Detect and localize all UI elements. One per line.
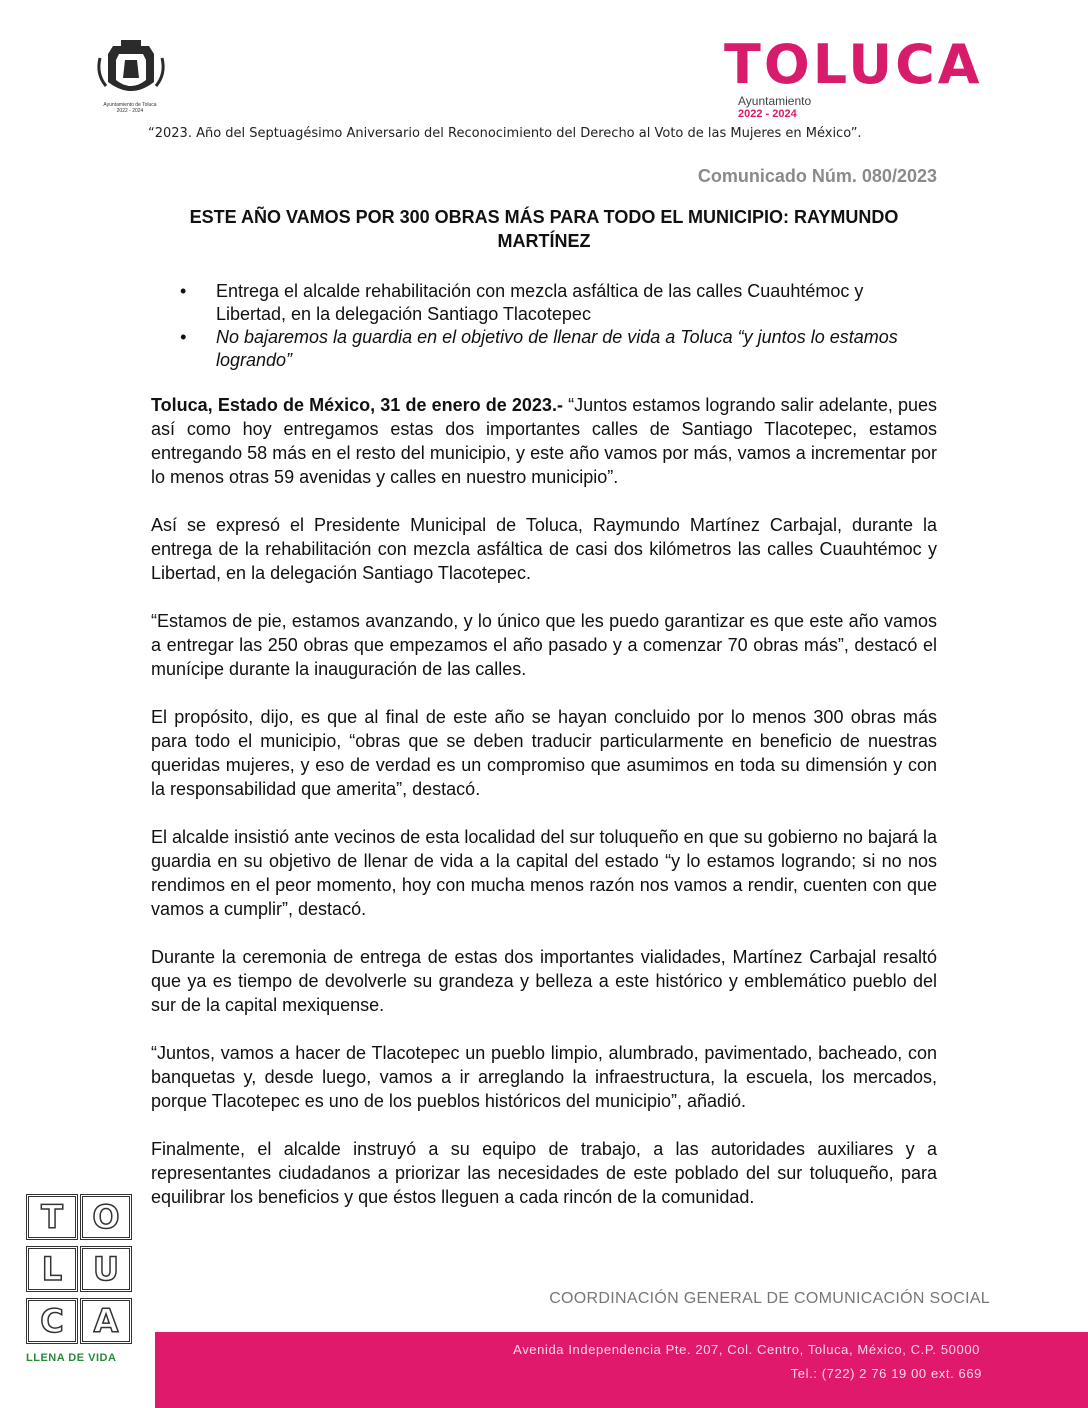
headline: ESTE AÑO VAMOS POR 300 OBRAS MÁS PARA TODO EL MUNICIPIO: RAYMUNDO MARTÍNEZ xyxy=(189,207,899,251)
brand-period: 2022 - 2024 xyxy=(738,108,797,120)
footer-address: Avenida Independencia Pte. 207, Col. Centro, Toluca, México, C.P. 50000 xyxy=(513,1342,980,1357)
brand-ayuntamiento: Ayuntamiento xyxy=(738,94,812,108)
annual-motto: “2023. Año del Septuagésimo Aniversario del Reconocimiento del Derecho al Voto de las Mujeres en México”. xyxy=(148,126,862,141)
paragraph: Así se expresó el Presidente Municipal de Toluca, Raymundo Martínez Carbajal, durante la entrega de la rehabilitación con mezcla asfáltica de casi dos kilómetros las calles Cuauhtémoc y Libertad, en la delegación Santiago Tlacotepec. xyxy=(151,515,937,583)
paragraph: “Juntos, vamos a hacer de Tlacotepec un pueblo limpio, alumbrado, pavimentado, bacheado, con banquetas y, desde luego, vamos a ir arreglando la infraestructura, la escuela, los mercados, porque Tlacotepec es uno de los pueblos históricos del municipio”, añadió. xyxy=(151,1043,937,1111)
paragraph: Finalmente, el alcalde instruyó a su equipo de trabajo, a las autoridades auxiliares y a representantes ciudadanos a priorizar las necesidades de este poblado del sur toluqueño, para equilibrar los beneficios y que éstos lleguen a cada rincón de la comunidad. xyxy=(151,1139,937,1207)
paragraph: El propósito, dijo, es que al final de este año se hayan concluido por lo menos 300 obras más para todo el municipio, “obras que se deben traducir particularmente en beneficio de nuestras queridas mujeres, y eso de verdad es un compromiso que asumimos en toda su dimensión y con la responsabilidad que amerita”, destacó. xyxy=(151,707,937,799)
bullet-item: • No bajaremos la guardia en el objetivo de llenar de vida a Toluca “y juntos lo estamos logrando” xyxy=(180,326,930,372)
side-logo-letter: O xyxy=(80,1194,132,1240)
side-logo-letter: T xyxy=(26,1194,78,1240)
side-logo-row xyxy=(26,1194,138,1240)
summary-bullets xyxy=(180,280,930,372)
side-logo-letter: L xyxy=(26,1246,78,1292)
side-logo-tagline: LLENA DE VIDA xyxy=(26,1352,117,1364)
side-toluca-logo xyxy=(26,1194,138,1364)
side-logo-letter: C xyxy=(26,1298,78,1344)
article-body xyxy=(151,393,937,1233)
side-logo-letter: U xyxy=(80,1246,132,1292)
paragraph: Durante la ceremonia de entrega de estas dos importantes vialidades, Martínez Carbajal resaltó que ya es tiempo de devolverle su grandeza y belleza a este histórico y emblemático pueblo del sur de la capital mexiquense. xyxy=(151,947,937,1015)
side-logo-row xyxy=(26,1246,138,1292)
bullet-item: • Entrega el alcalde rehabilitación con mezcla asfáltica de las calles Cuauhtémoc y Libertad, en la delegación Santiago Tlacotepec xyxy=(180,280,930,326)
coat-of-arms-icon xyxy=(88,38,174,102)
brand-wordmark: TOLUCA xyxy=(724,33,983,96)
coordination-label: COORDINACIÓN GENERAL DE COMUNICACIÓN SOCIAL xyxy=(549,1290,990,1307)
seal-caption xyxy=(80,102,180,114)
paragraph xyxy=(151,393,937,489)
seal-caption-line-2: 2022 - 2024 xyxy=(116,108,144,114)
toluca-brand-logo xyxy=(724,33,986,120)
footer-phone: Tel.: (722) 2 76 19 00 ext. 669 xyxy=(790,1366,982,1381)
side-logo-letter: A xyxy=(80,1298,132,1344)
dateline: Toluca, Estado de México, 31 de enero de 2023.- xyxy=(151,395,563,415)
paragraph-text: “Juntos estamos logrando salir adelante, pues así como hoy entregamos estas dos importantes calles de Santiago Tlacotepec, estamos entregando 58 más en el resto del municipio, y este año vamos por más, vamos a incrementar por lo menos otras 59 avenidas y calles en nuestro municipio”. xyxy=(151,395,937,487)
seal-caption-line-1: Ayuntamiento de Toluca xyxy=(103,102,157,108)
press-release-number: Comunicado Núm. 080/2023 xyxy=(697,166,937,186)
side-logo-row xyxy=(26,1298,138,1344)
paragraph: “Estamos de pie, estamos avanzando, y lo único que les puedo garantizar es que este año vamos a entregar las 250 obras que empezamos el año pasado y a comenzar 70 obras más”, destacó el munícipe durante la inauguración de las calles. xyxy=(151,611,937,679)
paragraph: El alcalde insistió ante vecinos de esta localidad del sur toluqueño en que su gobierno no bajará la guardia en su objetivo de llenar de vida a la capital del estado “y lo estamos logrando; si no nos rendimos en el peor momento, hoy con mucha menos razón nos vamos a rendir, cuenten con que vamos a cumplir”, destacó. xyxy=(151,827,937,919)
